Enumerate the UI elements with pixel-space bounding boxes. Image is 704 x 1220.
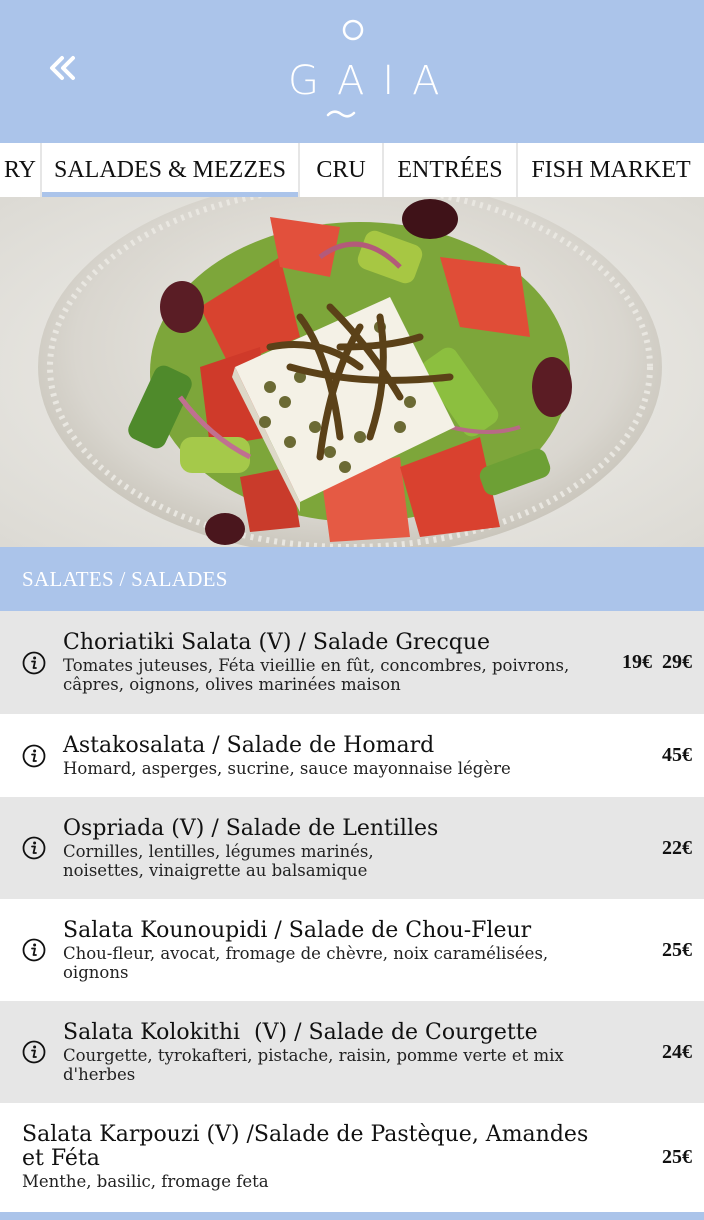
menu-item-price: 25€	[662, 938, 692, 961]
back-button[interactable]	[40, 48, 84, 88]
menu-item[interactable]	[0, 797, 704, 899]
info-icon[interactable]	[22, 744, 46, 768]
menu-item-text	[63, 631, 574, 694]
menu-item-price: 45€	[662, 744, 692, 766]
next-section-header-edge	[0, 1212, 704, 1220]
info-icon[interactable]	[22, 651, 46, 675]
menu-item-description: Homard, asperges, sucrine, sauce mayonnaise légère	[63, 758, 511, 778]
menu-item-name: Salata Kolokithi (V) / Salade de Courgette	[63, 1019, 538, 1045]
menu-item[interactable]	[0, 714, 704, 797]
double-chevron-left-icon	[47, 53, 77, 83]
tab-fish-market[interactable]	[518, 143, 704, 197]
tab-entrees[interactable]	[384, 143, 518, 197]
logo-wave-icon	[326, 108, 356, 120]
tab-label: CRU	[316, 156, 366, 183]
menu-item[interactable]	[0, 899, 704, 1001]
menu-item-text	[63, 1021, 574, 1084]
tab-label: RY	[3, 156, 36, 183]
menu-item-price: 22€	[662, 836, 692, 859]
menu-item-name: Salata Kounoupidi / Salade de Chou-Fleur	[63, 917, 532, 943]
tab-cru[interactable]	[300, 143, 384, 197]
menu-item-description: Cornilles, lentilles, légumes marinés, noisettes, vinaigrette au balsamique	[63, 841, 374, 880]
tab-partial[interactable]	[0, 143, 42, 197]
info-icon[interactable]	[22, 836, 46, 860]
section-title: SALATES / SALADES	[22, 566, 228, 591]
menu-item-text	[63, 815, 439, 880]
menu-item-description: Chou-fleur, avocat, fromage de chèvre, noix caramélisées, oignons	[63, 943, 549, 982]
brand-logo[interactable]	[270, 14, 458, 124]
menu-item-price: 24€	[662, 1040, 692, 1063]
menu-item[interactable]	[0, 1103, 704, 1211]
menu-item-name: Choriatiki Salata (V) / Salade Grecque	[63, 630, 491, 655]
menu-item-description: Courgette, tyrokafteri, pistache, raisin, pomme verte et mix d'herbes	[63, 1045, 564, 1084]
logo-text: GAIA	[288, 58, 458, 104]
menu-item-name: Ospriada (V) / Salade de Lentilles	[63, 815, 439, 841]
info-icon[interactable]	[22, 938, 46, 962]
tab-salades-mezzes[interactable]	[42, 143, 300, 197]
category-tabs	[0, 143, 704, 198]
menu-item-description: Tomates juteuses, Féta vieillie en fût, concombres, poivrons, câpres, oignons, olives marinées maison	[63, 656, 570, 694]
menu-item-name: Salata Karpouzi (V) /Salade de Pastèque, Amandes et Féta	[22, 1122, 589, 1171]
logo-circle-icon	[341, 18, 365, 42]
menu-item-text	[63, 919, 574, 982]
info-icon[interactable]	[22, 1040, 46, 1064]
hero-image	[0, 197, 704, 547]
menu-item-name: Astakosalata / Salade de Homard	[63, 732, 435, 758]
tab-label: FISH MARKET	[531, 156, 691, 183]
menu-item-text	[63, 734, 574, 778]
tab-label: ENTRÉES	[397, 156, 503, 183]
menu-item[interactable]	[0, 611, 704, 714]
menu-item-price: 25€	[662, 1145, 692, 1168]
menu-list	[0, 611, 704, 1211]
menu-item[interactable]	[0, 1001, 704, 1103]
app-header	[0, 0, 704, 143]
section-header	[0, 547, 704, 611]
menu-item-price: 19€ 29€	[622, 651, 692, 673]
menu-item-description: Menthe, basilic, fromage feta	[22, 1172, 269, 1191]
tab-label: SALADES & MEZZES	[53, 156, 286, 183]
greek-salad-image	[0, 197, 704, 547]
menu-item-text	[22, 1123, 594, 1191]
